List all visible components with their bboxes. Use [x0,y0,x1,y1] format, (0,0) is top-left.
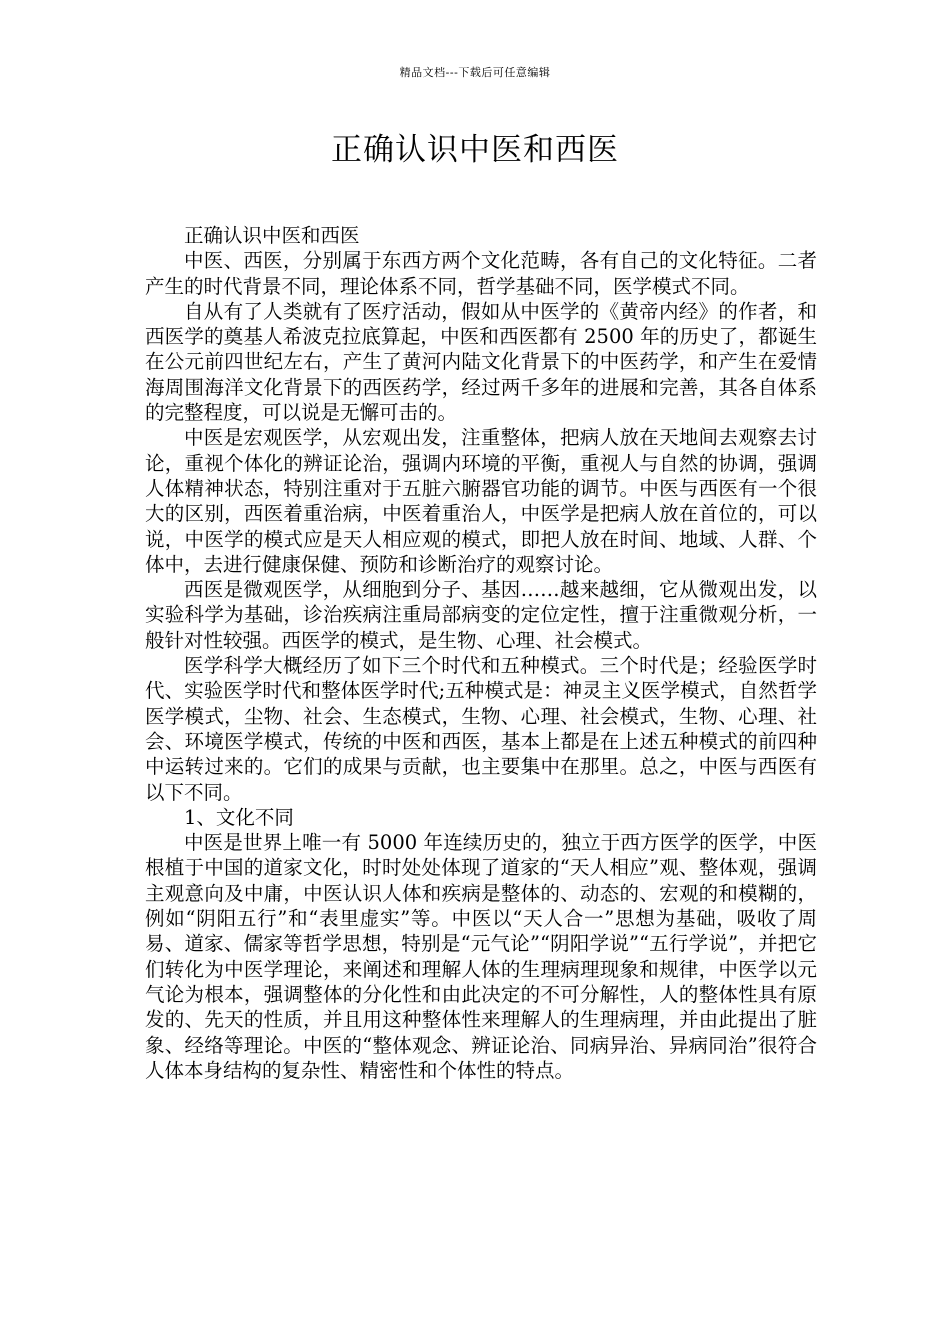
paragraph-history: 自从有了人类就有了医疗活动，假如从中医学的《黄帝内经》的作者，和西医学的奠基人希波克拉底算起，中医和西医都有 2500 年的历史了，都诞生在公元前四世纪左右，产生了黄河内陆文化背景下的中医药学，和产生在爱情海周围海洋文化背景下的西医药学，经过两千多年的进展和完善，其各自体系的完整程度，可以说是无懈可击的。 [145,299,817,425]
paragraph-subtitle: 正确认识中医和西医 [184,224,360,247]
document-body [145,223,817,1083]
header-note: 精品文档---下载后可任意编辑 [399,66,551,79]
paragraph-western-micro: 西医是微观医学，从细胞到分子、基因……越来越细，它从微观出发，以实验科学为基础，诊治疾病注重局部病变的定位定性，擅于注重微观分析，一般针对性较强。西医学的模式，是生物、心理、社会模式。 [145,578,817,652]
section-heading-culture: 1、文化不同 [184,805,294,829]
paragraph-culture: 中医是世界上唯一有 5000 年连续历史的，独立于西方医学的医学，中医根植于中国的道家文化，时时处处体现了道家的“天人相应”观、整体观，强调主观意向及中庸，中医认识人体和疾病是整体的、动态的、宏观的和模糊的，例如“阴阳五行”和“表里虚实”等。中医以“天人合一”思想为基础，吸收了周易、道家、儒家等哲学思想，特别是“元气论”“阴阳学说”“五行学说”，并把它们转化为中医学理论，来阐述和理解人体的生理病理现象和规律，中医学以元气论为根本，强调整体的分化性和由此决定的不可分解性，人的整体性具有原发的、先天的性质，并且用这种整体性来理解人的生理病理，并由此提出了脏象、经络等理论。中医的“整体观念、辨证论治、同病异治、异病同治”很符合人体本身结构的复杂性、精密性和个体性的特点。 [145,831,817,1082]
paragraph-tcm-macro: 中医是宏观医学，从宏观出发，注重整体，把病人放在天地间去观察去讨论，重视个体化的辨证论治，强调内环境的平衡，重视人与自然的协调，强调人体精神状态，特别注重对于五脏六腑器官功能的调节。中医与西医有一个很大的区别，西医着重治病，中医着重治人，中医学是把病人放在首位的，可以说，中医学的模式应是天人相应观的模式，即把人放在时间、地域、人群、个体中，去进行健康保健、预防和诊断治疗的观察讨论。 [145,426,817,576]
document-title: 正确认识中医和西医 [331,132,619,168]
paragraph-intro: 中医、西医，分别属于东西方两个文化范畴，各有自己的文化特征。二者产生的时代背景不同，理论体系不同，哲学基础不同，医学模式不同。 [145,249,817,298]
paragraph-eras-models: 医学科学大概经历了如下三个时代和五种模式。三个时代是；经验医学时代、实验医学时代和整体医学时代;五种模式是：神灵主义医学模式，自然哲学医学模式，尘物、社会、生态模式，生物、心理、社会模式，生物、心理、社会、环境医学模式，传统的中医和西医，基本上都是在上述五种模式的前四种中运转过来的。它们的成果与贡献，也主要集中在那里。总之，中医与西医有以下不同。 [145,654,817,804]
